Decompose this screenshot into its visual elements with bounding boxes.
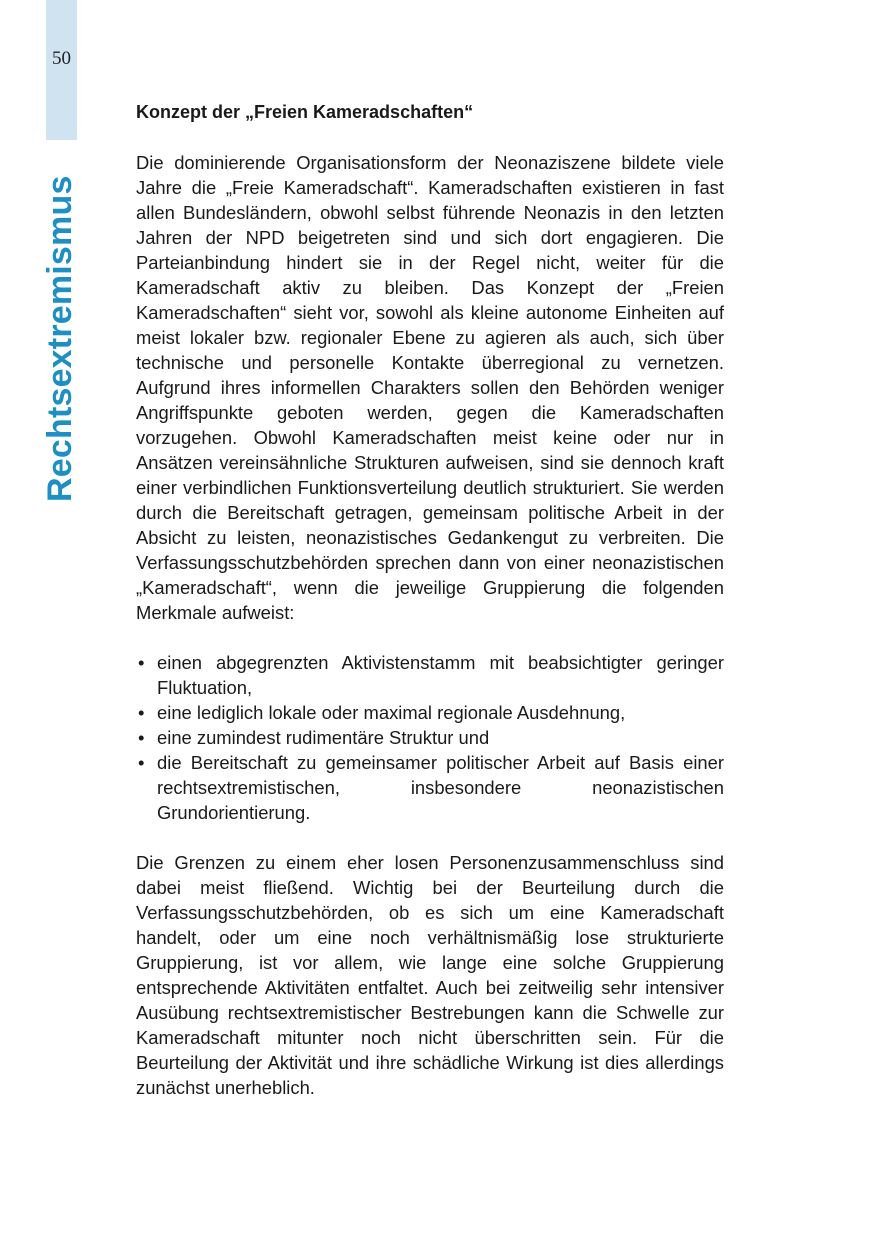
list-item-text: eine lediglich lokale oder maximal regionale Ausdehnung, xyxy=(157,702,626,723)
bullet-icon: • xyxy=(138,702,145,723)
article-heading: Konzept der „Freien Kameradschaften“ xyxy=(136,102,474,122)
section-title-vertical xyxy=(41,172,89,502)
bullet-icon: • xyxy=(138,752,145,773)
list-item xyxy=(136,700,724,725)
list-item-text: einen abgegrenzten Aktivistenstamm mit beabsichtigter geringer Fluktuation, xyxy=(157,652,724,698)
list-item xyxy=(136,750,724,825)
article-body xyxy=(136,100,724,1100)
bullet-icon: • xyxy=(138,652,145,673)
criteria-list xyxy=(136,650,724,825)
list-item-text: die Bereitschaft zu gemeinsamer politischer Arbeit auf Basis einer rechtsextremistischen, insbesondere neonazistischen Grundorientierung. xyxy=(157,752,724,823)
list-item xyxy=(136,650,724,700)
bullet-icon: • xyxy=(138,727,145,748)
list-item-text: eine zumindest rudimentäre Struktur und xyxy=(157,727,490,748)
conclusion-paragraph: Die Grenzen zu einem eher losen Personenzusammenschluss sind dabei meist fließend. Wichtig bei der Beurteilung durch die Verfassungsschutzbehörden, ob es sich um eine Kameradschaft handelt, oder um eine noch verhältnismäßig lose strukturierte Gruppierung, ist vor allem, wie lange eine solche Gruppierung entsprechende Aktivitäten entfaltet. Auch bei zeitweilig sehr intensiver Ausübung rechtsextremistischer Bestrebungen kann die Schwelle zur Kameradschaft mitunter noch nicht überschritten sein. Für die Beurteilung der Aktivität und ihre schädliche Wirkung ist dies allerdings zunächst unerheblich. xyxy=(136,852,724,1098)
list-item xyxy=(136,725,724,750)
page-number: 50 xyxy=(52,48,71,69)
section-title-text: Rechtsextremismus xyxy=(41,175,79,502)
intro-paragraph: Die dominierende Organisationsform der Neonaziszene bildete viele Jahre die „Freie Kameradschaft“. Kameradschaften existieren in fast allen Bundesländern, obwohl selbst führende Neonazis in den letzten Jahren der NPD beigetreten sind und sich dort engagieren. Die Parteianbindung hindert sie in der Regel nicht, weiter für die Kameradschaft aktiv zu bleiben. Das Konzept der „Freien Kameradschaften“ sieht vor, sowohl als kleine autonome Einheiten auf meist lokaler bzw. regionaler Ebene zu agieren als auch, sich über technische und personelle Kontakte überregional zu vernetzen. Aufgrund ihres informellen Charakters sollen den Behörden weniger Angriffspunkte geboten werden, gegen die Kameradschaften vorzugehen. Obwohl Kameradschaften meist keine oder nur in Ansätzen vereinsähnliche Strukturen aufweisen, sind sie dennoch kraft einer verbindlichen Funktionsverteilung deutlich strukturiert. Sie werden durch die Bereitschaft getragen, gemeinsam politische Arbeit in der Absicht zu leisten, neonazistisches Gedankengut zu verbreiten. Die Verfassungsschutzbehörden sprechen dann von einer neonazistischen „Kameradschaft“, wenn die jeweilige Gruppierung die folgenden Merkmale aufweist: xyxy=(136,152,724,623)
section-tab-bar xyxy=(46,0,77,140)
